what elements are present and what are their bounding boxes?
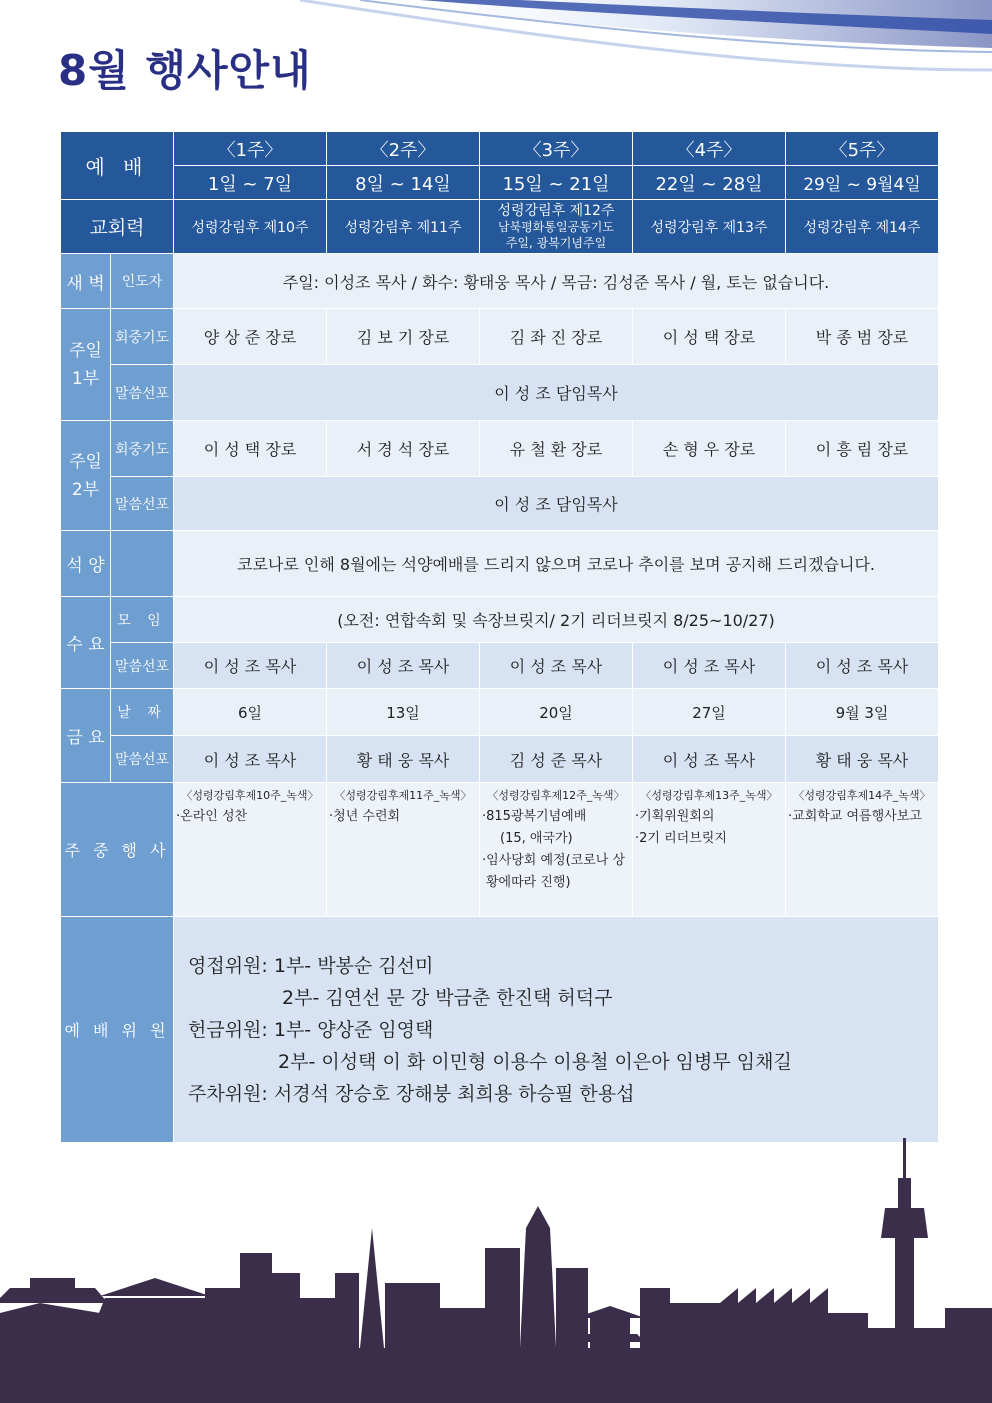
week-5: 〈5주〉 (786, 132, 939, 166)
sunday2-sermon-label: 말씀선포 (111, 477, 174, 531)
date-range-4: 22일 ~ 28일 (633, 166, 786, 200)
sunday2-prayer-1: 이 성 택 장로 (174, 421, 327, 477)
friday-sermon-2: 황 태 웅 목사 (327, 736, 480, 783)
sunday1-prayer-1: 양 상 준 장로 (174, 309, 327, 365)
calendar-label: 교회력 (61, 200, 174, 254)
events-week-3-line-4: 황에따라 진행) (486, 875, 571, 890)
committee-line-2: 2부- 김연선 문 강 박금춘 한진택 허덕구 (282, 986, 613, 1009)
calendar-week-3-line-3: 주일, 광복기념주일 (505, 235, 607, 250)
friday-label: 금 요 (61, 689, 111, 783)
evening-sub-blank (111, 531, 174, 597)
friday-sermon-4: 이 성 조 목사 (633, 736, 786, 783)
events-week-5-head: 〈성령강림후제14주_녹색〉 (793, 789, 931, 802)
friday-date-3: 20일 (480, 689, 633, 736)
sunday2-prayer-2: 서 경 석 장로 (327, 421, 480, 477)
calendar-week-3-line-1: 성령강림후 제12주 (497, 202, 615, 219)
friday-sermon-5: 황 태 웅 목사 (786, 736, 939, 783)
date-range-1: 1일 ~ 7일 (174, 166, 327, 200)
events-week-3-line-1: ·815광복기념예배 (482, 809, 587, 824)
sunday1-sermon-label: 말씀선포 (111, 365, 174, 421)
events-week-4-head: 〈성령강림후제13주_녹색〉 (640, 789, 778, 802)
events-week-3-head: 〈성령강림후제12주_녹색〉 (487, 789, 625, 802)
sunday1-prayer-3: 김 좌 진 장로 (480, 309, 633, 365)
sunday2-label-line-1: 주일 (69, 451, 102, 472)
evening-label: 석 양 (61, 531, 111, 597)
sunday1-label (61, 309, 111, 421)
events-row (61, 783, 939, 917)
week-1: 〈1주〉 (174, 132, 327, 166)
week-4: 〈4주〉 (633, 132, 786, 166)
sunday2-prayer-5: 이 흥 림 장로 (786, 421, 939, 477)
sunday1-block (61, 309, 939, 421)
wednesday-label: 수 요 (61, 597, 111, 689)
committee-line-1: 영접위원: 1부- 박봉순 김선미 (188, 954, 434, 977)
wednesday-meeting: (오전: 연합속회 및 속장브릿지/ 2기 리더브릿지 8/25~10/27) (174, 597, 939, 643)
sunday1-prayer-2: 김 보 기 장로 (327, 309, 480, 365)
events-week-3 (480, 783, 633, 917)
sunday2-prayer-label: 회중기도 (111, 421, 174, 477)
wednesday-sermon-4: 이 성 조 목사 (633, 643, 786, 689)
events-week-3-line-3: ·임사당회 예정(코로나 상 (482, 853, 626, 868)
week-3: 〈3주〉 (480, 132, 633, 166)
sunday1-label-line-2: 1부 (71, 368, 100, 389)
events-label: 주 중 행 사 (61, 783, 174, 917)
sunday1-sermon: 이 성 조 담임목사 (174, 365, 939, 421)
date-range-5: 29일 ~ 9월4일 (786, 166, 939, 200)
sunday2-sermon: 이 성 조 담임목사 (174, 477, 939, 531)
calendar-week-3-line-2: 남북평화통일공동기도 (498, 219, 614, 234)
events-week-2-line-1: ·청년 수련회 (329, 809, 401, 824)
events-week-2-head: 〈성령강림후제11주_녹색〉 (334, 789, 472, 802)
committee-label: 예 배 위 원 (61, 917, 174, 1143)
events-week-1 (174, 783, 327, 917)
committee-line-3: 헌금위원: 1부- 양상준 임영택 (188, 1018, 434, 1041)
dawn-sub-label: 인도자 (111, 254, 174, 309)
sunday2-label (61, 421, 111, 531)
committee-line-4: 2부- 이성택 이 화 이민형 이용수 이용철 이은아 임병무 임채길 (278, 1050, 792, 1073)
sunday1-label-line-1: 주일 (69, 340, 102, 361)
worship-label: 예 배 (61, 132, 174, 200)
events-week-4 (633, 783, 786, 917)
header-row (61, 132, 939, 200)
calendar-week-2: 성령강림후 제11주 (327, 200, 480, 254)
sunday2-block (61, 421, 939, 531)
committee-row (61, 917, 939, 1143)
schedule-table (61, 132, 939, 1143)
friday-date-label: 날 짜 (111, 689, 174, 736)
evening-row (61, 531, 939, 597)
wednesday-sermon-2: 이 성 조 목사 (327, 643, 480, 689)
calendar-week-4: 성령강림후 제13주 (633, 200, 786, 254)
wednesday-sermon-label: 말씀선포 (111, 643, 174, 689)
sunday1-prayer-label: 회중기도 (111, 309, 174, 365)
friday-sermon-1: 이 성 조 목사 (174, 736, 327, 783)
wednesday-sermon-5: 이 성 조 목사 (786, 643, 939, 689)
city-skyline-illustration (0, 1138, 992, 1403)
friday-date-1: 6일 (174, 689, 327, 736)
wednesday-block (61, 597, 939, 689)
sunday2-label-line-2: 2부 (71, 479, 100, 500)
friday-date-4: 27일 (633, 689, 786, 736)
calendar-row (61, 200, 939, 254)
wednesday-sermon-1: 이 성 조 목사 (174, 643, 327, 689)
date-range-2: 8일 ~ 14일 (327, 166, 480, 200)
friday-block (61, 689, 939, 783)
sunday2-prayer-4: 손 형 우 장로 (633, 421, 786, 477)
dawn-leaders: 주일: 이성조 목사 / 화수: 황태웅 목사 / 목금: 김성준 목사 / 월, 토는 없습니다. (174, 254, 939, 309)
sunday1-prayer-5: 박 종 범 장로 (786, 309, 939, 365)
events-week-1-line-1: ·온라인 성찬 (176, 809, 248, 824)
committee-list (174, 917, 939, 1143)
friday-date-5: 9월 3일 (786, 689, 939, 736)
page-title: 8월 행사안내 (58, 46, 312, 95)
events-week-5 (786, 783, 939, 917)
wednesday-meeting-label: 모 임 (111, 597, 174, 643)
wednesday-sermon-3: 이 성 조 목사 (480, 643, 633, 689)
calendar-week-1: 성령강림후 제10주 (174, 200, 327, 254)
events-week-4-line-1: ·기획위원회의 (635, 809, 715, 824)
sunday2-prayer-3: 유 철 환 장로 (480, 421, 633, 477)
friday-date-2: 13일 (327, 689, 480, 736)
events-week-3-line-2: (15, 애국가) (500, 831, 573, 846)
date-range-3: 15일 ~ 21일 (480, 166, 633, 200)
events-week-1-head: 〈성령강림후제10주_녹색〉 (181, 789, 319, 802)
sunday1-prayer-4: 이 성 택 장로 (633, 309, 786, 365)
friday-sermon-3: 김 성 준 목사 (480, 736, 633, 783)
committee-line-5: 주차위원: 서경석 장승호 장해붕 최희용 하승필 한용섭 (188, 1082, 635, 1105)
events-week-4-line-2: ·2기 리더브릿지 (635, 831, 727, 846)
calendar-week-5: 성령강림후 제14주 (786, 200, 939, 254)
friday-sermon-label: 말씀선포 (111, 736, 174, 783)
evening-notice: 코로나로 인해 8월에는 석양예배를 드리지 않으며 코로나 추이를 보며 공지해 드리겠습니다. (174, 531, 939, 597)
dawn-row (61, 254, 939, 309)
dawn-label: 새 벽 (61, 254, 111, 309)
week-2: 〈2주〉 (327, 132, 480, 166)
events-week-5-line-1: ·교회학교 여름행사보고 (788, 809, 922, 824)
calendar-week-3 (480, 200, 633, 254)
events-week-2 (327, 783, 480, 917)
